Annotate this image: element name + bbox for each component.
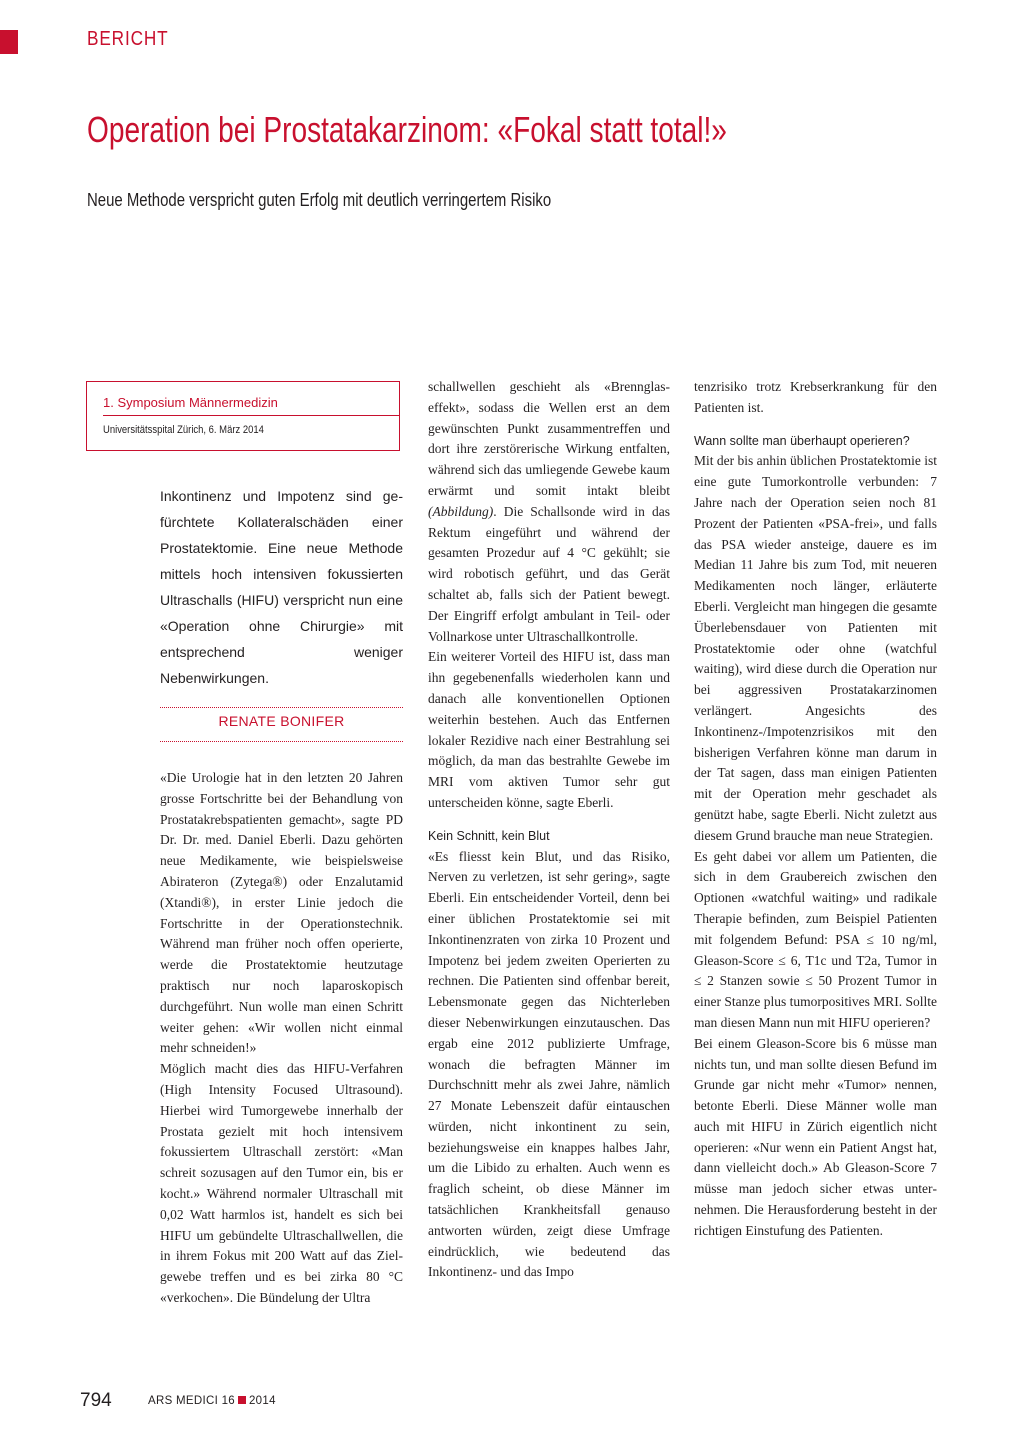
paragraph: «Es fliesst kein Blut, und das Risiko, Nerven zu verletzen, ist sehr gering», sagte Eberli. Ein entscheidender Vorteil, denn bei einer üblichen Prostatektomie sei mit Inkontinenzraten von zirka 10 Prozent und Impotenz bei jedem zweiten Operierten zu rechnen. Die Patienten sind offenbar bereit, Lebensmonate gegen das Nichterleben dieser Nebenwirkungen einzutauschen. Das ergab eine 2012 publizierte Umfrage, wonach die befragten Männer im Durchschnitt mehr als zwei Jahre, nämlich 27 Monate Lebenszeit dafür eintauschen würden, nicht inkontinent zu sein, beziehungsweise ein knappes halbes Jahr, um die Libido zu erhalten. Auch wenn es fraglich scheint, ob diese Männer im tatsächlichen Krankheitsfall genauso antworten würden, zeigt diese Umfrage eindrücklich, wie bedeutend das Inkontinenz- und das Impo — [428, 848, 670, 1280]
text-column-3 — [694, 377, 937, 1242]
article-subtitle: Neue Methode verspricht guten Erfolg mit deutlich verringertem Risiko — [87, 190, 552, 210]
article-title: Operation bei Prostatakarzinom: «Fokal statt total!» — [87, 109, 727, 150]
paragraph: Mit der bis anhin üblichen Prostatektomie ist eine gute Tumorkontrolle verbunden: 7 Jahre nach der Operation seien noch 81 Prozent der Patienten «PSA-frei», und falls das PSA wieder ansteige, dauere es im Median 11 Jahre bis zum Tod, mit neueren Medikamenten noch länger, erläuterte Eberli. Vergleicht man hingegen die gesamte Überlebensdauer von Patienten mit Prostatektomie oder ohne (watchful waiting), wird diese durch die Operation nur bei aggressiven Prostatakarzinomen verlängert. Angesichts des Inkontinenz-/Impotenzrisikos mit den bisherigen Verfahren könne man darum in der Tat sagen, dass man einigen Patienten mit der Operation mehr geschadet als genützt habe, sagte Eberli. Nicht zuletzt aus diesem Grund brauche man neue Strategien. — [694, 453, 937, 843]
paragraph: tenzrisiko trotz Krebserkrankung für den Patienten ist. — [694, 379, 937, 415]
paragraph: Es geht dabei vor allem um Patienten, die sich in dem Graubereich zwischen den Optionen «watchful waiting» und radikale Therapie befinden, zum Beispiel Patienten mit folgendem Befund: PSA ≤ 10 ng/ml, Gleason-Score ≤ 6, T1c und T2a, Tumor in ≤ 2 Stanzen sowie ≤ 50 Prozent Tumor in einer Stanze plus tumorpositives MRI. Sollte man diesen Mann nun mit HIFU operieren? — [694, 848, 937, 1030]
event-title: 1. Symposium Männermedizin — [103, 395, 278, 410]
event-place-date: Universitätsspital Zürich, 6. März 2014 — [103, 424, 264, 436]
page-number: 794 — [80, 1390, 112, 1411]
event-divider — [103, 415, 399, 416]
journal-footer — [148, 1395, 276, 1407]
text-column-1 — [160, 768, 403, 1309]
paragraph-text: . Die Schallsonde wird in das Rektum eingeführt und während der gesamten Prozedur auf 4 °C gekühlt; sie wird robotisch geführt, und das Gerät schaltet ab, falls sich der Patient bewegt. Der Eingriff erfolgt ambulant in Teil- oder Vollnarkose unter Ultraschallkontrolle. — [428, 503, 670, 644]
article-lead: Inkontinenz und Impotenz sind gefürchtete Kollateralschäden einer Prostatektomie. Eine neue Methode mittels hoch intensiven fokussierten Ultraschalls (HIFU) verspricht nun eine «Operation ohne Chirurgie» mit entsprechend weniger Nebenwirkungen. — [160, 488, 403, 686]
paragraph — [428, 377, 670, 647]
event-info-box — [86, 381, 400, 451]
section-color-mark — [0, 30, 18, 54]
journal-name: ARS MEDICI 16 — [148, 1395, 235, 1407]
author-divider-top — [160, 707, 403, 708]
paragraph: Bei einem Gleason-Score bis 6 müsse man nichts tun, und man sollte diesen Befund im Grunde gar nicht mehr «Tumor» nennen, betonte Eberli. Diese Männer wolle man auch mit HIFU in Zürich eigentlich nicht operieren: «Nur wenn ein Patient Angst hat, dann vielleicht doch.» Ab Gleason-Score 7 müsse man jedoch sicher etwas unternehmen. Die Herausforderung besteht in der richtigen Einstufung des Patienten. — [694, 1035, 937, 1238]
separator-square — [238, 1396, 246, 1404]
subheading: Kein Schnitt, kein Blut — [428, 828, 550, 843]
paragraph-text: schallwellen geschieht als «Brennglaseffekt», sodass die Wellen erst an dem gewünschten Punkt zusammentreffen und dort ihre zerstörerische Wirkung entfalten, während sich das umliegende Gewebe kaum erwärmt und somit intakt bleibt — [428, 379, 670, 498]
figure-reference: (Abbildung) — [428, 503, 494, 519]
author-divider-bottom — [160, 741, 403, 742]
text-column-2 — [428, 377, 670, 1283]
section-label: BERICHT — [87, 28, 169, 50]
paragraph: Ein weiterer Vorteil des HIFU ist, dass man ihn gegebenenfalls wiederholen kann und danach alle konventionellen Optionen weiterhin bestehen. Auch das Entfernen lokaler Rezidive nach einer Bestrahlung sei möglich, da man das bestrahlte Gewebe im MRI vom aktiven Tumor sehr gut unterscheiden könne, sagte Eberli. — [428, 649, 670, 810]
journal-year: 2014 — [248, 1395, 276, 1407]
paragraph: «Die Urologie hat in den letzten 20 Jahren grosse Fortschritte bei der Behandlung von Prostatakrebspatienten gemacht», sagte PD Dr. Dr. med. Daniel Eberli. Dazu gehörten neue Medikamente, wie beispielsweise Abirateron (Zytega®) oder Enzalutamid (Xtandi®), in erster Linie jedoch die Fortschritte in der Operationstechnik. Während man früher noch offen operierte, werde die Prostatektomie heutzutage praktisch nur noch laparoskopisch durchgeführt. Nun wolle man einen Schritt weiter gehen: «Wir wollen nicht einmal mehr schneiden!» — [160, 770, 403, 1056]
author-byline: RENATE BONIFER — [218, 713, 345, 729]
subheading: Wann sollte man überhaupt operieren? — [694, 433, 910, 448]
paragraph: Möglich macht dies das HIFU-Verfahren (High Intensity Focused Ultrasound). Hierbei wird Tumorgewebe innerhalb der Prostata gezielt mit hoch intensivem fokussiertem Ultraschall zerstört: «Man schreit sozusagen auf den Tumor ein, bis er kocht.» Während normaler Ultraschall mit 0,02 Watt harmlos ist, handelt es sich bei HIFU um gebündelte Ultraschallwellen, die in ihrem Fokus mit 200 Watt auf das Zielgewebe treffen und es bei zirka 80 °C «verkochen». Die Bündelung der Ultra — [160, 1061, 403, 1305]
